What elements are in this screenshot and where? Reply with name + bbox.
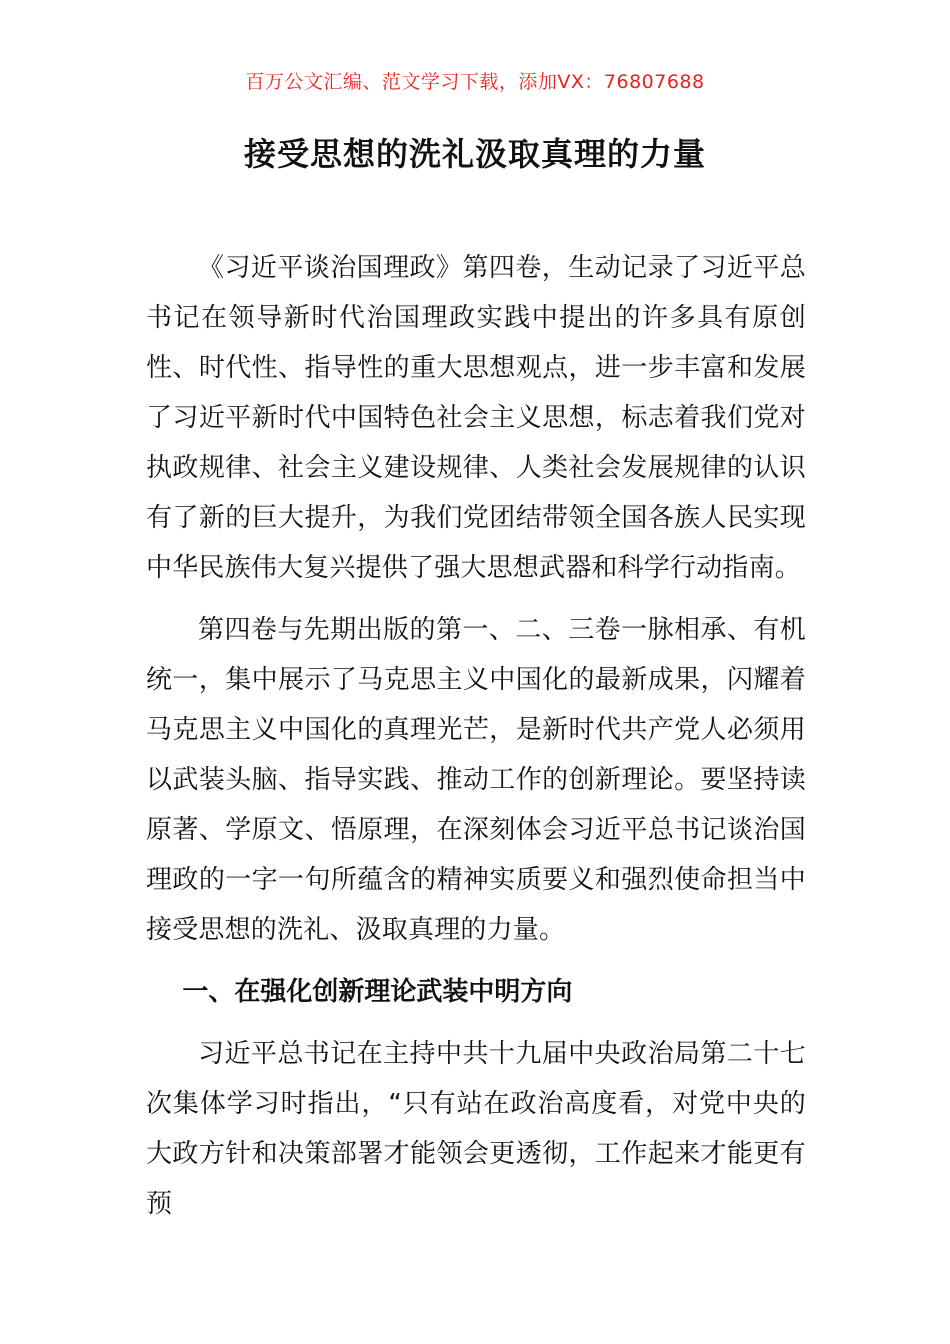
header-note: 百万公文汇编、范文学习下载，添加VX：76807688 xyxy=(245,71,705,93)
page-title: 接受思想的洗礼汲取真理的力量 xyxy=(243,135,706,173)
section-heading-1: 一、在强化创新理论武装中明方向 xyxy=(182,977,573,1007)
document-body xyxy=(146,243,806,1229)
paragraph-2: 第四卷与先期出版的第一、二、三卷一脉相承、有机统一，集中展示了马克思主义中国化的最新成果，闪耀着马克思主义中国化的真理光芒，是新时代共产党人必须用以武装头脑、指导实践、推动工作的创新理论。要坚持读原著、学原文、悟原理，在深刻体会习近平总书记谈治国理政的一字一句所蕴含的精神实质要义和强烈使命担当中接受思想的洗礼、汲取真理的力量。 xyxy=(146,615,806,945)
paragraph-1: 《习近平谈治国理政》第四卷，生动记录了习近平总书记在领导新时代治国理政实践中提出的许多具有原创性、时代性、指导性的重大思想观点，进一步丰富和发展了习近平新时代中国特色社会主义思想，标志着我们党对执政规律、社会主义建设规律、人类社会发展规律的认识有了新的巨大提升，为我们党团结带领全国各族人民实现中华民族伟大复兴提供了强大思想武器和科学行动指南。 xyxy=(146,253,806,583)
section-1-paragraph: 习近平总书记在主持中共十九届中央政治局第二十七次集体学习时指出，“只有站在政治高度看，对党中央的大政方针和决策部署才能领会更透彻，工作起来才能更有预 xyxy=(146,1039,806,1219)
